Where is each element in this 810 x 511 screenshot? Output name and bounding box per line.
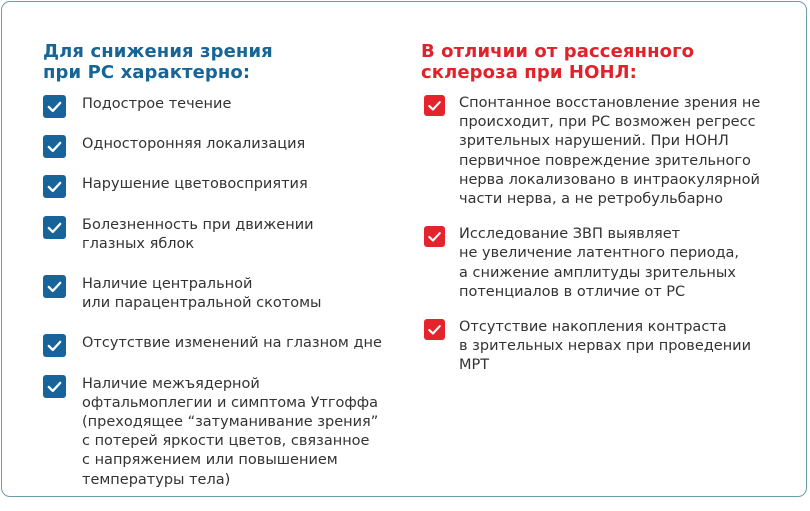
right-list-item (421, 318, 791, 376)
left-item-text-line: с напряжением или повышением (82, 452, 338, 469)
right-item-text-line: зрительных нарушений. При НОНЛ (459, 133, 729, 150)
left-item-text-line: Подострое течение (82, 96, 232, 112)
left-list-item (43, 216, 383, 254)
checkbox-checked-icon (43, 175, 66, 198)
left-item-text-line: Болезненность при движении (82, 216, 314, 233)
checkbox-checked-icon (43, 275, 66, 298)
right-item-text-line: Спонтанное восстановление зрения не (459, 95, 761, 111)
checkbox-checked-icon (43, 135, 66, 158)
left-heading-line: Для снижения зрения (43, 41, 273, 62)
right-item-text-line: происходит, при РС возможен регресс (459, 114, 756, 131)
right-item-text-line: части нерва, а не ретробульбарно (459, 191, 724, 208)
left-list-item (43, 334, 383, 353)
right-heading (421, 2, 791, 83)
left-list-item (43, 135, 383, 154)
left-item-text-line: офтальмоплегии и симптома Утгоффа (82, 394, 379, 411)
left-item-text-line: Наличие межъядерной (82, 375, 260, 392)
checkbox-checked-icon (43, 216, 66, 239)
checkbox-checked-icon (43, 95, 66, 118)
left-item-text-line: или парацентральной скотомы (82, 295, 322, 312)
left-list-item (43, 95, 383, 114)
right-item-text-line: потенциалов в отличие от РС (459, 283, 686, 300)
left-list (43, 95, 383, 490)
left-list-item (43, 175, 383, 194)
right-list-item (421, 94, 791, 209)
info-card (1, 1, 807, 497)
left-item-text-line: температуры тела) (82, 471, 231, 488)
checkbox-checked-icon (424, 226, 445, 247)
left-item-text-line: глазных яблок (82, 235, 195, 252)
checkbox-checked-icon (43, 334, 66, 357)
right-column (421, 2, 791, 392)
left-column (43, 2, 383, 511)
left-list-item (43, 275, 383, 313)
checkbox-checked-icon (424, 319, 445, 340)
left-heading-line: при РС характерно: (43, 62, 251, 83)
left-item-text-line: Наличие центральной (82, 276, 253, 293)
right-item-text-line: Исследование ЗВП выявляет (459, 226, 681, 243)
right-item-text-line: МРТ (459, 357, 490, 374)
checkbox-checked-icon (424, 95, 445, 116)
right-item-text-line: нерва локализовано в интраокулярной (459, 171, 760, 188)
right-item-text-line: а снижение амплитуды зрительных (459, 264, 736, 281)
left-item-text-line: Односторонняя локализация (82, 136, 306, 153)
left-list-item (43, 375, 383, 490)
left-item-text-line: Нарушение цветовосприятия (82, 176, 308, 193)
right-item-text-line: первичное повреждение зрительного (459, 152, 751, 169)
left-heading (43, 2, 383, 83)
right-item-text-line: не увеличение латентного периода, (459, 245, 739, 262)
right-list-item (421, 225, 791, 302)
left-item-text-line: (преходящее “затуманивание зрения” (82, 414, 379, 431)
right-heading-line: склероза при НОНЛ: (421, 62, 637, 83)
left-item-text-line: с потерей яркости цветов, связанное (82, 433, 370, 450)
right-item-text-line: Отсутствие накопления контраста (459, 319, 727, 336)
left-item-text-line: Отсутствие изменений на глазном дне (82, 335, 382, 352)
right-list (421, 94, 791, 376)
checkbox-checked-icon (43, 375, 66, 398)
right-heading-line: В отличии от рассеянного (421, 41, 695, 62)
right-item-text-line: в зрительных нервах при проведении (459, 338, 752, 355)
